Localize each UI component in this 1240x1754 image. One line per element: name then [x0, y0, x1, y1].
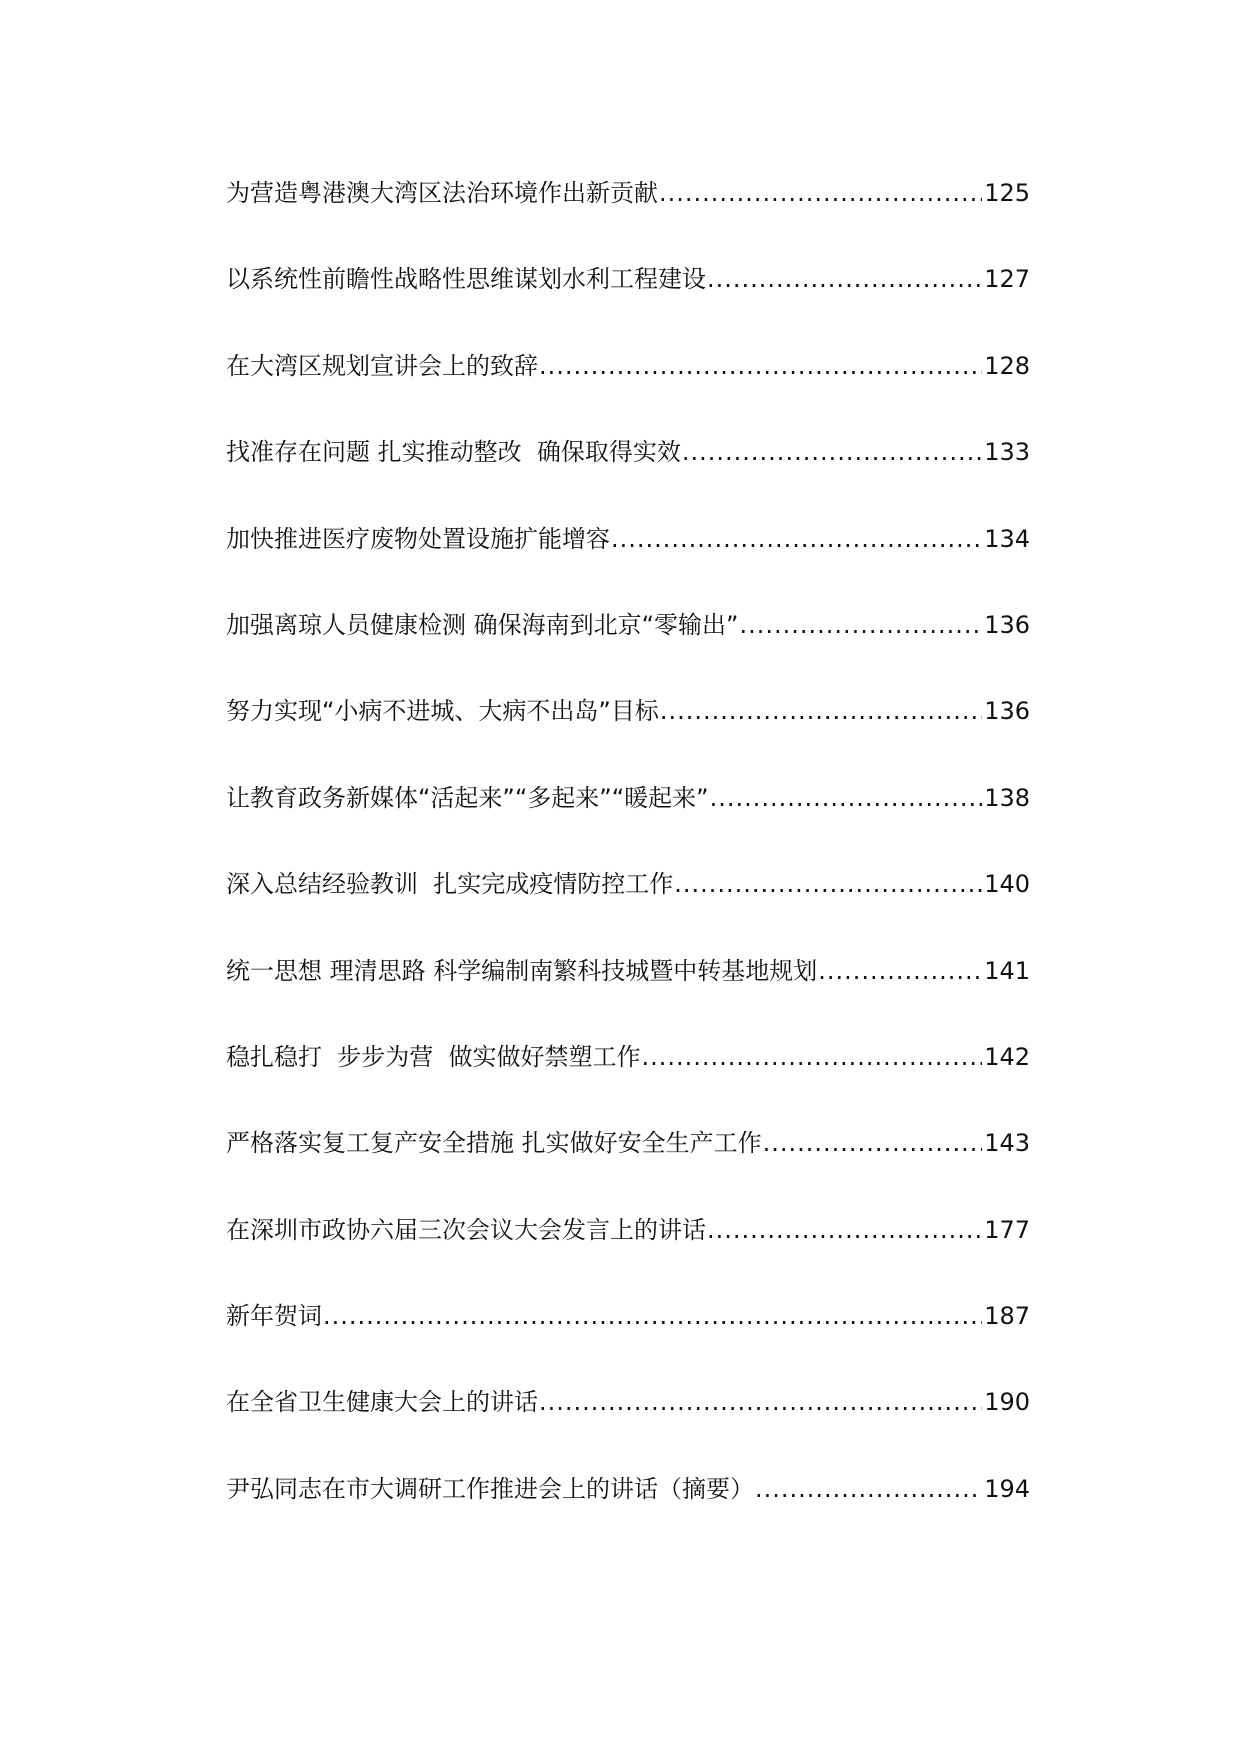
toc-entry-title: 努力实现“小病不进城、大病不出岛”目标 [226, 697, 659, 726]
toc-dot-leader [611, 521, 982, 557]
toc-dot-leader [674, 866, 982, 902]
toc-entry-title: 为营造粤港澳大湾区法治环境作出新贡献 [226, 179, 658, 207]
toc-entry-title: 尹弘同志在市大调研工作推进会上的讲话（摘要） [226, 1474, 754, 1503]
toc-entry-page: 194 [984, 1474, 1030, 1503]
toc-entry-page: 142 [984, 1042, 1030, 1071]
toc-dot-leader [539, 348, 982, 384]
toc-entry-title: 统一思想 理清思路 科学编制南繁科技城暨中转基地规划 [226, 956, 818, 985]
toc-entry-page: 141 [984, 956, 1030, 985]
toc-entry-title: 让教育政务新媒体“活起来”“多起来”“暖起来” [226, 783, 709, 812]
toc-entry[interactable] [226, 1125, 1030, 1211]
toc-entry[interactable] [226, 1471, 1030, 1557]
toc-entry-page: 140 [984, 870, 1030, 899]
toc-entry-page: 187 [984, 1302, 1030, 1331]
toc-entry-page: 125 [984, 179, 1030, 207]
toc-entry-title: 严格落实复工复产安全措施 扎实做好安全生产工作 [226, 1129, 762, 1158]
toc-entry-title: 在大湾区规划宣讲会上的致辞 [226, 351, 538, 380]
toc-dot-leader [818, 953, 982, 989]
toc-entry-page: 190 [984, 1388, 1030, 1417]
toc-entry-page: 133 [984, 438, 1030, 467]
toc-dot-leader [539, 1384, 982, 1420]
toc-entry-page: 127 [984, 265, 1030, 294]
toc-dot-leader [763, 1125, 983, 1161]
table-of-contents [226, 175, 1030, 1557]
toc-dot-leader [682, 434, 982, 470]
toc-entry-title: 在深圳市政协六届三次会议大会发言上的讲话 [226, 1215, 706, 1244]
toc-entry-page: 128 [984, 351, 1030, 380]
toc-entry[interactable] [226, 607, 1030, 693]
toc-dot-leader [710, 780, 983, 816]
toc-dot-leader [755, 1471, 982, 1507]
toc-dot-leader [660, 693, 982, 729]
toc-entry-title: 深入总结经验教训 扎实完成疫情防控工作 [226, 870, 674, 899]
toc-entry-title: 加快推进医疗废物处置设施扩能增容 [226, 524, 610, 553]
toc-entry-page: 134 [984, 524, 1030, 553]
toc-dot-leader [740, 607, 983, 643]
toc-entry-page: 136 [984, 610, 1030, 639]
toc-entry[interactable] [226, 1212, 1030, 1298]
toc-entry[interactable] [226, 434, 1030, 520]
toc-entry[interactable] [226, 175, 1030, 261]
toc-entry[interactable] [226, 1039, 1030, 1125]
toc-entry-title: 新年贺词 [226, 1302, 322, 1331]
toc-entry-title: 找准存在问题 扎实推动整改 确保取得实效 [226, 438, 681, 467]
toc-entry[interactable] [226, 348, 1030, 434]
toc-dot-leader [323, 1298, 982, 1334]
toc-entry[interactable] [226, 1298, 1030, 1384]
toc-entry[interactable] [226, 693, 1030, 779]
toc-entry-page: 143 [984, 1129, 1030, 1158]
toc-dot-leader [642, 1039, 983, 1075]
toc-entry-page: 136 [984, 697, 1030, 726]
toc-dot-leader [707, 261, 982, 297]
toc-entry-page: 177 [984, 1215, 1030, 1244]
toc-entry[interactable] [226, 1384, 1030, 1470]
toc-entry-title: 以系统性前瞻性战略性思维谋划水利工程建设 [226, 265, 706, 294]
toc-dot-leader [707, 1212, 982, 1248]
toc-entry[interactable] [226, 866, 1030, 952]
toc-entry-title: 稳扎稳打 步步为营 做实做好禁塑工作 [226, 1042, 641, 1071]
toc-entry-page: 138 [984, 783, 1030, 812]
toc-entry[interactable] [226, 521, 1030, 607]
toc-entry[interactable] [226, 780, 1030, 866]
toc-entry[interactable] [226, 953, 1030, 1039]
toc-entry-title: 加强离琼人员健康检测 确保海南到北京“零输出” [226, 610, 739, 639]
toc-entry-title: 在全省卫生健康大会上的讲话 [226, 1388, 538, 1417]
toc-entry[interactable] [226, 261, 1030, 347]
toc-dot-leader [659, 175, 982, 211]
